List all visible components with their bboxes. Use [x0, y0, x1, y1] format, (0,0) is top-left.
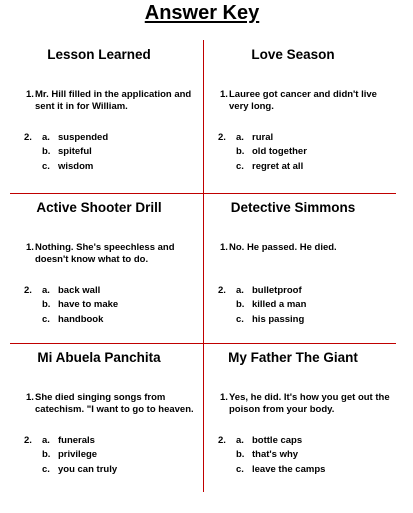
- answer-letter: a.: [42, 132, 50, 143]
- answer-letter: c.: [42, 161, 50, 172]
- question-number: 2.: [24, 435, 32, 446]
- answer-item: [236, 435, 302, 446]
- answer-item: [42, 132, 108, 143]
- vertical-divider: [203, 40, 204, 492]
- question-number: 2.: [218, 435, 226, 446]
- question-1-answer: [26, 242, 202, 265]
- answer-letter: b.: [236, 146, 245, 157]
- answer-word: spiteful: [58, 146, 92, 157]
- answer-letter: b.: [236, 449, 245, 460]
- question-number: 2.: [24, 285, 32, 296]
- answer-word: you can truly: [58, 464, 118, 475]
- question-1-answer: [26, 89, 202, 112]
- answer-letter: a.: [236, 132, 244, 143]
- question-number: 2.: [218, 285, 226, 296]
- answer-letter: b.: [42, 449, 51, 460]
- answer-letter: c.: [236, 314, 244, 325]
- answer-text: She died singing songs from catechism. "I want to go to heaven.: [35, 392, 194, 415]
- answer-item: [42, 146, 92, 157]
- question-number: 1.: [26, 89, 34, 100]
- answer-word: funerals: [58, 435, 95, 446]
- answer-word: bottle caps: [252, 435, 303, 446]
- answer-word: rural: [252, 132, 274, 143]
- question-number: 1.: [26, 242, 34, 253]
- answer-word: killed a man: [252, 299, 307, 310]
- answer-item: [236, 146, 307, 157]
- horizontal-divider-bottom: [10, 343, 396, 344]
- answer-word: wisdom: [58, 161, 94, 172]
- answer-text: Mr. Hill filled in the application and sent it in for William.: [35, 89, 192, 112]
- answer-text: Yes, he did. It's how you get out the poison from your body.: [229, 392, 390, 415]
- answer-word: old together: [252, 146, 307, 157]
- answer-word: back wall: [58, 285, 101, 296]
- question-number: 1.: [220, 392, 228, 403]
- answer-item: [236, 449, 298, 460]
- answer-word: privilege: [58, 449, 98, 460]
- question-1-answer: [26, 392, 202, 415]
- question-number: 2.: [218, 132, 226, 143]
- answer-item: [42, 161, 93, 172]
- page-title: Answer Key: [144, 2, 260, 24]
- answer-letter: a.: [42, 435, 50, 446]
- question-1-answer: [220, 242, 396, 254]
- answer-text: Nothing. She's speechless and doesn't know what to do.: [35, 242, 175, 265]
- section-title: My Father The Giant: [228, 350, 358, 365]
- section-title: Detective Simmons: [230, 200, 356, 215]
- section-title: Active Shooter Drill: [36, 200, 162, 215]
- answer-item: [236, 161, 303, 172]
- question-number: 1.: [220, 242, 228, 253]
- answer-word: regret at all: [252, 161, 304, 172]
- answer-word: have to make: [58, 299, 119, 310]
- answer-item: [42, 314, 103, 325]
- answer-item: [236, 464, 325, 475]
- answer-item: [42, 464, 117, 475]
- answer-word: that's why: [252, 449, 299, 460]
- answer-item: [236, 285, 302, 296]
- answer-item: [236, 132, 273, 143]
- answer-letter: c.: [42, 464, 50, 475]
- section-title: Mi Abuela Panchita: [37, 350, 161, 365]
- question-number: 2.: [24, 132, 32, 143]
- answer-letter: c.: [42, 314, 50, 325]
- answer-letter: c.: [236, 464, 244, 475]
- answer-item: [42, 435, 95, 446]
- horizontal-divider-top: [10, 193, 396, 194]
- answer-item: [42, 449, 97, 460]
- answer-text: Lauree got cancer and didn't live very long.: [229, 89, 377, 112]
- question-number: 1.: [26, 392, 34, 403]
- answer-letter: b.: [42, 299, 51, 310]
- answer-item: [42, 285, 100, 296]
- answer-word: suspended: [58, 132, 109, 143]
- section-title: Lesson Learned: [47, 47, 151, 62]
- answer-item: [236, 314, 304, 325]
- question-number: 1.: [220, 89, 228, 100]
- answer-letter: c.: [236, 161, 244, 172]
- answer-letter: b.: [236, 299, 245, 310]
- answer-letter: a.: [236, 435, 244, 446]
- answer-item: [42, 299, 118, 310]
- answer-letter: a.: [236, 285, 244, 296]
- answer-letter: b.: [42, 146, 51, 157]
- answer-item: [236, 299, 306, 310]
- answer-word: bulletproof: [252, 285, 302, 296]
- answer-word: leave the camps: [252, 464, 326, 475]
- section-title: Love Season: [251, 47, 335, 62]
- answer-word: handbook: [58, 314, 104, 325]
- question-1-answer: [220, 89, 396, 112]
- answer-letter: a.: [42, 285, 50, 296]
- answer-word: his passing: [252, 314, 305, 325]
- question-1-answer: [220, 392, 396, 415]
- answer-text: No. He passed. He died.: [229, 242, 337, 253]
